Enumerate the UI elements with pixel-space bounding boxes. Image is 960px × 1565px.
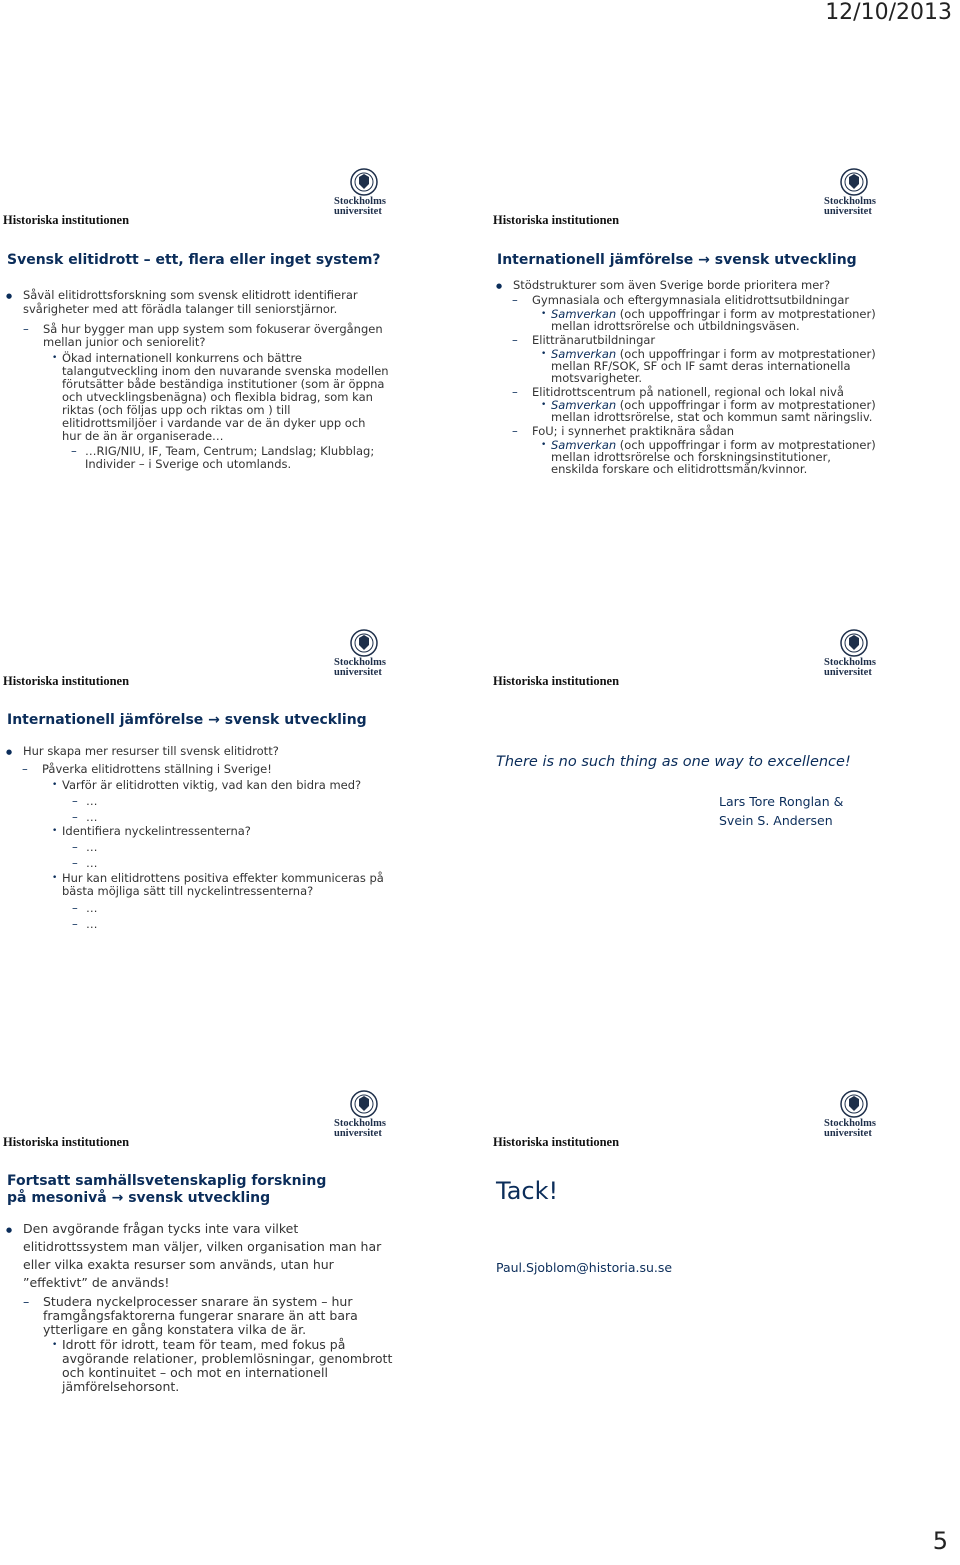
text-line: mellan RF/SOK, SF och IF samt deras internationella [551,359,851,373]
text-line: mellan idrottsrörelse och utbildningsväsen. [551,319,800,333]
bullet: • Hur kan elitidrottens positiva effekter kommuniceras på [62,872,384,885]
slide-title: Internationell jämförelse → svensk utveckling [497,252,857,268]
bullet: ● Stödstrukturer som även Sverige borde prioritera mer? [513,279,830,292]
text-line: och kontinuitet – och mot en internationell [62,1365,328,1380]
logo-line2: universitet [824,206,872,217]
text-span: (och uppoffringar i form av motprestationer) [616,347,876,361]
bullet: – FoU; i synnerhet praktiknära sådan [532,425,734,438]
text-line: motsvarigheter. [551,371,643,385]
bullet: • Ökad internationell konkurrens och bättre [62,352,302,365]
text-line: Individer – i Sverige och utomlands. [85,457,292,471]
text-line: förutsätter både beständiga institutioner (som är öppna [62,377,385,391]
bullet: – … [86,841,98,854]
institution-label: Historiska institutionen [493,1135,620,1149]
slide-1 [0,168,468,558]
text-line: ytterligare en gång konstatera vilka de är. [43,1322,307,1337]
bullet: – … [86,902,98,915]
institution-label: Historiska institutionen [493,674,620,688]
text-line: mellan idrottsrörelse och forskningsinstitutioner, [551,450,831,464]
bullet: – Elitidrottscentrum på nationell, regional och lokal nivå [532,386,844,399]
institution-label: Historiska institutionen [3,674,130,688]
slide-3 [0,629,468,1019]
print-date: 12/10/2013 [825,0,952,25]
slide-title: Fortsatt samhällsvetenskaplig forskning [7,1173,327,1189]
text-line: framgångsfaktorerna fungerar snarare än att bara [43,1308,358,1323]
bullet: – …RIG/NIU, IF, Team, Centrum; Landslag; Klubblag; [85,445,374,458]
slide-5 [0,1090,468,1480]
slide-6 [490,1090,958,1480]
slide-title: Svensk elitidrott – ett, flera eller inget system? [7,252,381,268]
bullet: – … [86,857,98,870]
text-line: och utvecklingsbenägna) och flexibla bidrag, som kan [62,390,373,404]
logo-line1: Stockholms [334,196,386,207]
text-span: (och uppoffringar i form av motprestationer) [616,438,876,452]
bullet: • Identifiera nyckelintressenterna? [62,825,251,838]
text-line: elitidrottsmiljöer i vardande var de än dyker upp och [62,416,366,430]
logo-line2: universitet [334,1128,382,1139]
text-line: talangutveckling inom den nuvarande svenska modellen [62,364,389,378]
thanks-heading: Tack! [496,1177,559,1205]
text-line: avgörande relationer, problemlösningar, genombrott [62,1351,393,1366]
text-line: hur de än är organiserade… [62,429,224,443]
text-line: svårigheter med att förädla talanger till seniorstjärnor. [23,302,338,316]
bullet: – Gymnasiala och eftergymnasiala elitidrottsutbildningar [532,294,849,307]
logo-line1: Stockholms [334,657,386,668]
text-line: enskilda forskare och elitidrottsmän/kvinnor. [551,462,808,476]
logo-line2: universitet [334,667,382,678]
email-link[interactable]: Paul.Sjoblom@historia.su.se [496,1260,673,1275]
bullet: – Studera nyckelprocesser snarare än system – hur [43,1296,353,1309]
bullet: – … [86,811,98,824]
quote-author: Lars Tore Ronglan & [719,794,844,809]
emphasis: Samverkan [551,307,617,321]
slide-title: på mesonivå → svensk utveckling [7,1190,271,1206]
logo-line1: Stockholms [824,657,876,668]
text-line: riktas (och följas upp och riktas om ) till [62,403,291,417]
emphasis: Samverkan [551,347,617,361]
text-line: ”effektivt” de används! [23,1275,170,1290]
text-line: elitidrottssystem man väljer, vilken organisation man har [23,1239,382,1254]
text-line: jämförelsehorsont. [62,1379,180,1394]
bullet: ● Såväl elitidrottsforskning som svensk elitidrott identifierar [23,289,358,302]
slide-title: Internationell jämförelse → svensk utveckling [7,712,367,728]
bullet: • Varför är elitidrotten viktig, vad kan den bidra med? [62,779,361,792]
logo-line2: universitet [824,667,872,678]
institution-label: Historiska institutionen [493,213,620,227]
logo-line2: universitet [334,206,382,217]
bullet: ● Hur skapa mer resurser till svensk elitidrott? [23,745,279,758]
text-line: bästa möjliga sätt till nyckelintressenterna? [62,884,314,898]
text-line: mellan junior och seniorelit? [43,335,206,349]
bullet: – … [86,918,98,931]
quote-author: Svein S. Andersen [719,813,833,828]
bullet: – Påverka elitidrottens ställning i Sverige! [42,763,272,776]
text-line: mellan idrottsrörelse, stat och kommun samt näringsliv. [551,410,873,424]
bullet: – Så hur bygger man upp system som fokuserar övergången [43,323,383,336]
bullet: – Elittränarutbildningar [532,334,655,347]
institution-label: Historiska institutionen [3,213,130,227]
logo-line2: universitet [824,1128,872,1139]
bullet: ● Den avgörande frågan tycks inte vara vilket [23,1223,298,1236]
logo-line1: Stockholms [824,196,876,207]
slide-2 [490,168,958,558]
bullet: – … [86,795,98,808]
text-span: (och uppoffringar i form av motprestationer) [616,307,876,321]
text-span: (och uppoffringar i form av motprestationer) [616,398,876,412]
slide-4 [490,629,958,1019]
bullet: • Idrott för idrott, team för team, med fokus på [62,1339,345,1352]
quote: There is no such thing as one way to excellence! [496,754,851,770]
logo-line1: Stockholms [824,1118,876,1129]
emphasis: Samverkan [551,438,617,452]
text-line: eller vilka exakta resurser som används, utan hur [23,1257,334,1272]
emphasis: Samverkan [551,398,617,412]
institution-label: Historiska institutionen [3,1135,130,1149]
logo-line1: Stockholms [334,1118,386,1129]
page-number: 5 [932,1527,948,1555]
